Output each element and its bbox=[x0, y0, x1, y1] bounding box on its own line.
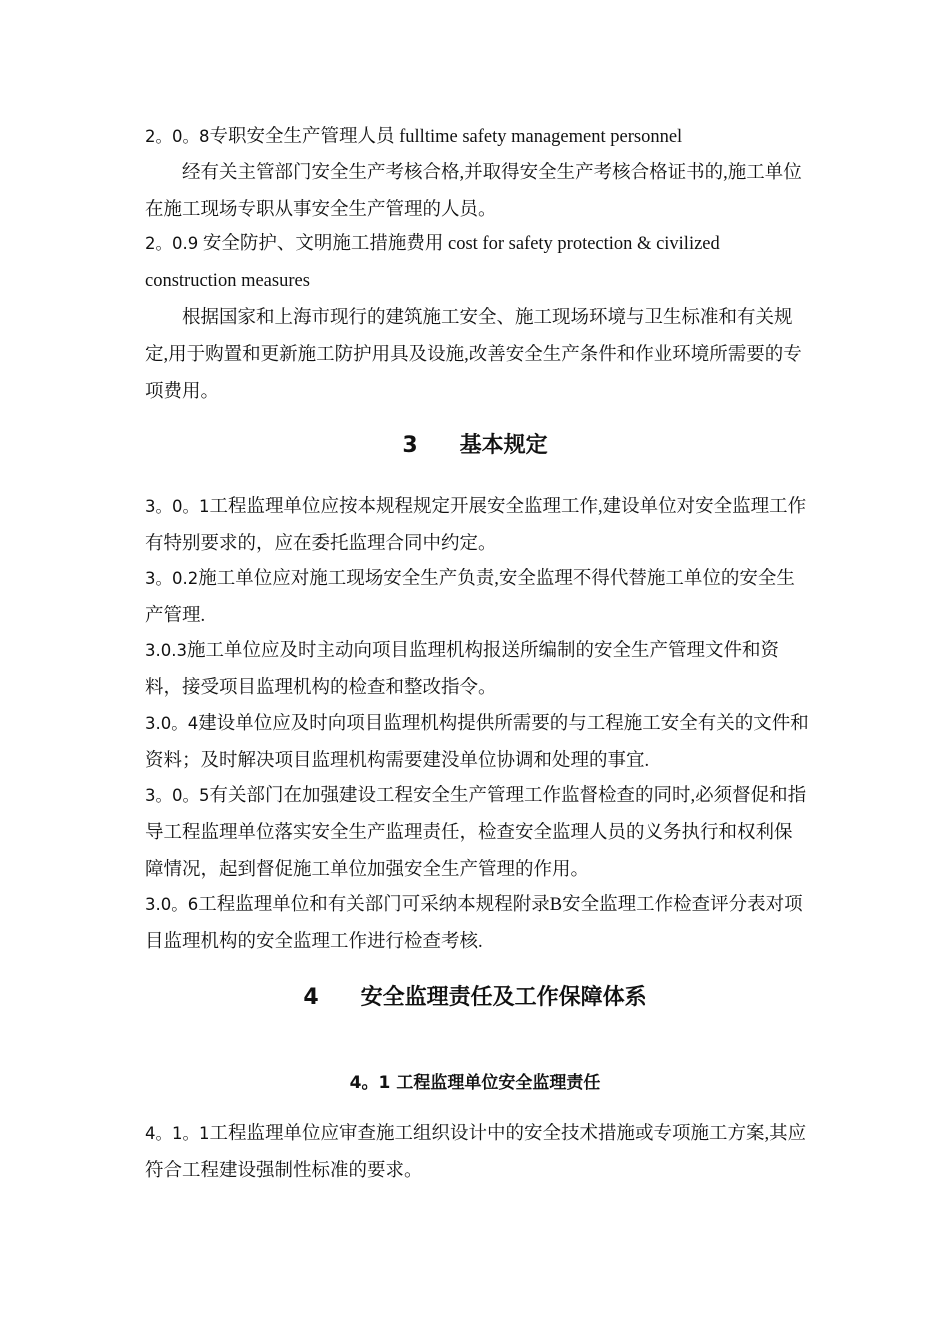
clause-3-0-6 bbox=[145, 886, 810, 961]
clause-2-0-8 bbox=[145, 118, 810, 156]
clause-number: 3.0.3 bbox=[145, 641, 187, 660]
clause-number: 3.0。4 bbox=[145, 714, 199, 733]
clause-number: 3。0。1 bbox=[145, 497, 210, 516]
clause-3-0-5 bbox=[145, 777, 810, 889]
clause-2-0-9-definition: 根据国家和上海市现行的建筑施工安全、施工现场环境与卫生标准和有关规定,用于购置和更新施工防护用具及设施,改善安全生产条件和作业环境所需要的专项费用。 bbox=[145, 308, 802, 402]
clause-4-1-1 bbox=[145, 1115, 810, 1190]
clause-text: 工程监理单位应按本规程规定开展安全监理工作,建设单位对安全监理工作有特别要求的，应在委托监理合同中约定。 bbox=[145, 497, 807, 554]
clause-number: 3。0。5 bbox=[145, 786, 210, 805]
clause-3-0-2 bbox=[145, 560, 810, 635]
clause-number: 2。0.9 bbox=[145, 234, 199, 253]
clause-text: 施工单位应及时主动向项目监理机构报送所编制的安全生产管理文件和资料，接受项目监理机构的检查和整改指令。 bbox=[145, 641, 779, 698]
section-title: 工程监理单位安全监理责任 bbox=[396, 1073, 601, 1093]
clause-number: 4。1。1 bbox=[145, 1124, 210, 1143]
clause-3-0-4 bbox=[145, 705, 810, 780]
clause-number: 3.0。6 bbox=[145, 895, 199, 914]
clause-text: 工程监理单位应审查施工组织设计中的安全技术措施或专项施工方案,其应符合工程建设强制性标准的要求。 bbox=[145, 1124, 807, 1181]
clause-3-0-3 bbox=[145, 632, 810, 707]
chapter-number: 4 bbox=[303, 985, 319, 1010]
chapter-title: 基本规定 bbox=[459, 433, 548, 458]
clause-text: 施工单位应对施工现场安全生产负责,安全监理不得代替施工单位的安全生产管理. bbox=[145, 569, 795, 626]
clause-number: 2。0。8 bbox=[145, 127, 210, 146]
clause-text: 有关部门在加强建设工程安全生产管理工作监督检查的同时,必须督促和指导工程监理单位落实安全生产监理责任，检查安全监理人员的义务执行和权利保障情况，起到督促施工单位加强安全生产管理的作用。 bbox=[145, 786, 807, 880]
chapter-3-heading bbox=[0, 426, 950, 466]
chapter-4-heading bbox=[0, 978, 950, 1018]
section-4-1-heading bbox=[0, 1065, 950, 1101]
clause-2-0-9 bbox=[145, 225, 810, 300]
clause-text: 建设单位应及时向项目监理机构提供所需要的与工程施工安全有关的文件和资料；及时解决项目监理机构需要建没单位协调和处理的事宜. bbox=[145, 714, 809, 771]
clause-3-0-1 bbox=[145, 488, 810, 563]
clause-text: 工程监理单位和有关部门可采纳本规程附录B安全监理工作检查评分表对项目监理机构的安全监理工作进行检查考核. bbox=[145, 895, 803, 952]
clause-number: 3。0.2 bbox=[145, 569, 199, 588]
chapter-number: 3 bbox=[402, 433, 418, 458]
clause-term: 专职安全生产管理人员 fulltime safety management personnel bbox=[209, 127, 683, 147]
section-number: 4。1 bbox=[349, 1073, 391, 1093]
clause-2-0-8-definition: 经有关主管部门安全生产考核合格,并取得安全生产考核合格证书的,施工单位在施工现场专职从事安全生产管理的人员。 bbox=[145, 163, 802, 220]
clause-term: 安全防护、文明施工措施费用 cost for safety protection & civilized construction measures bbox=[145, 234, 720, 291]
chapter-title: 安全监理责任及工作保障体系 bbox=[360, 985, 647, 1010]
